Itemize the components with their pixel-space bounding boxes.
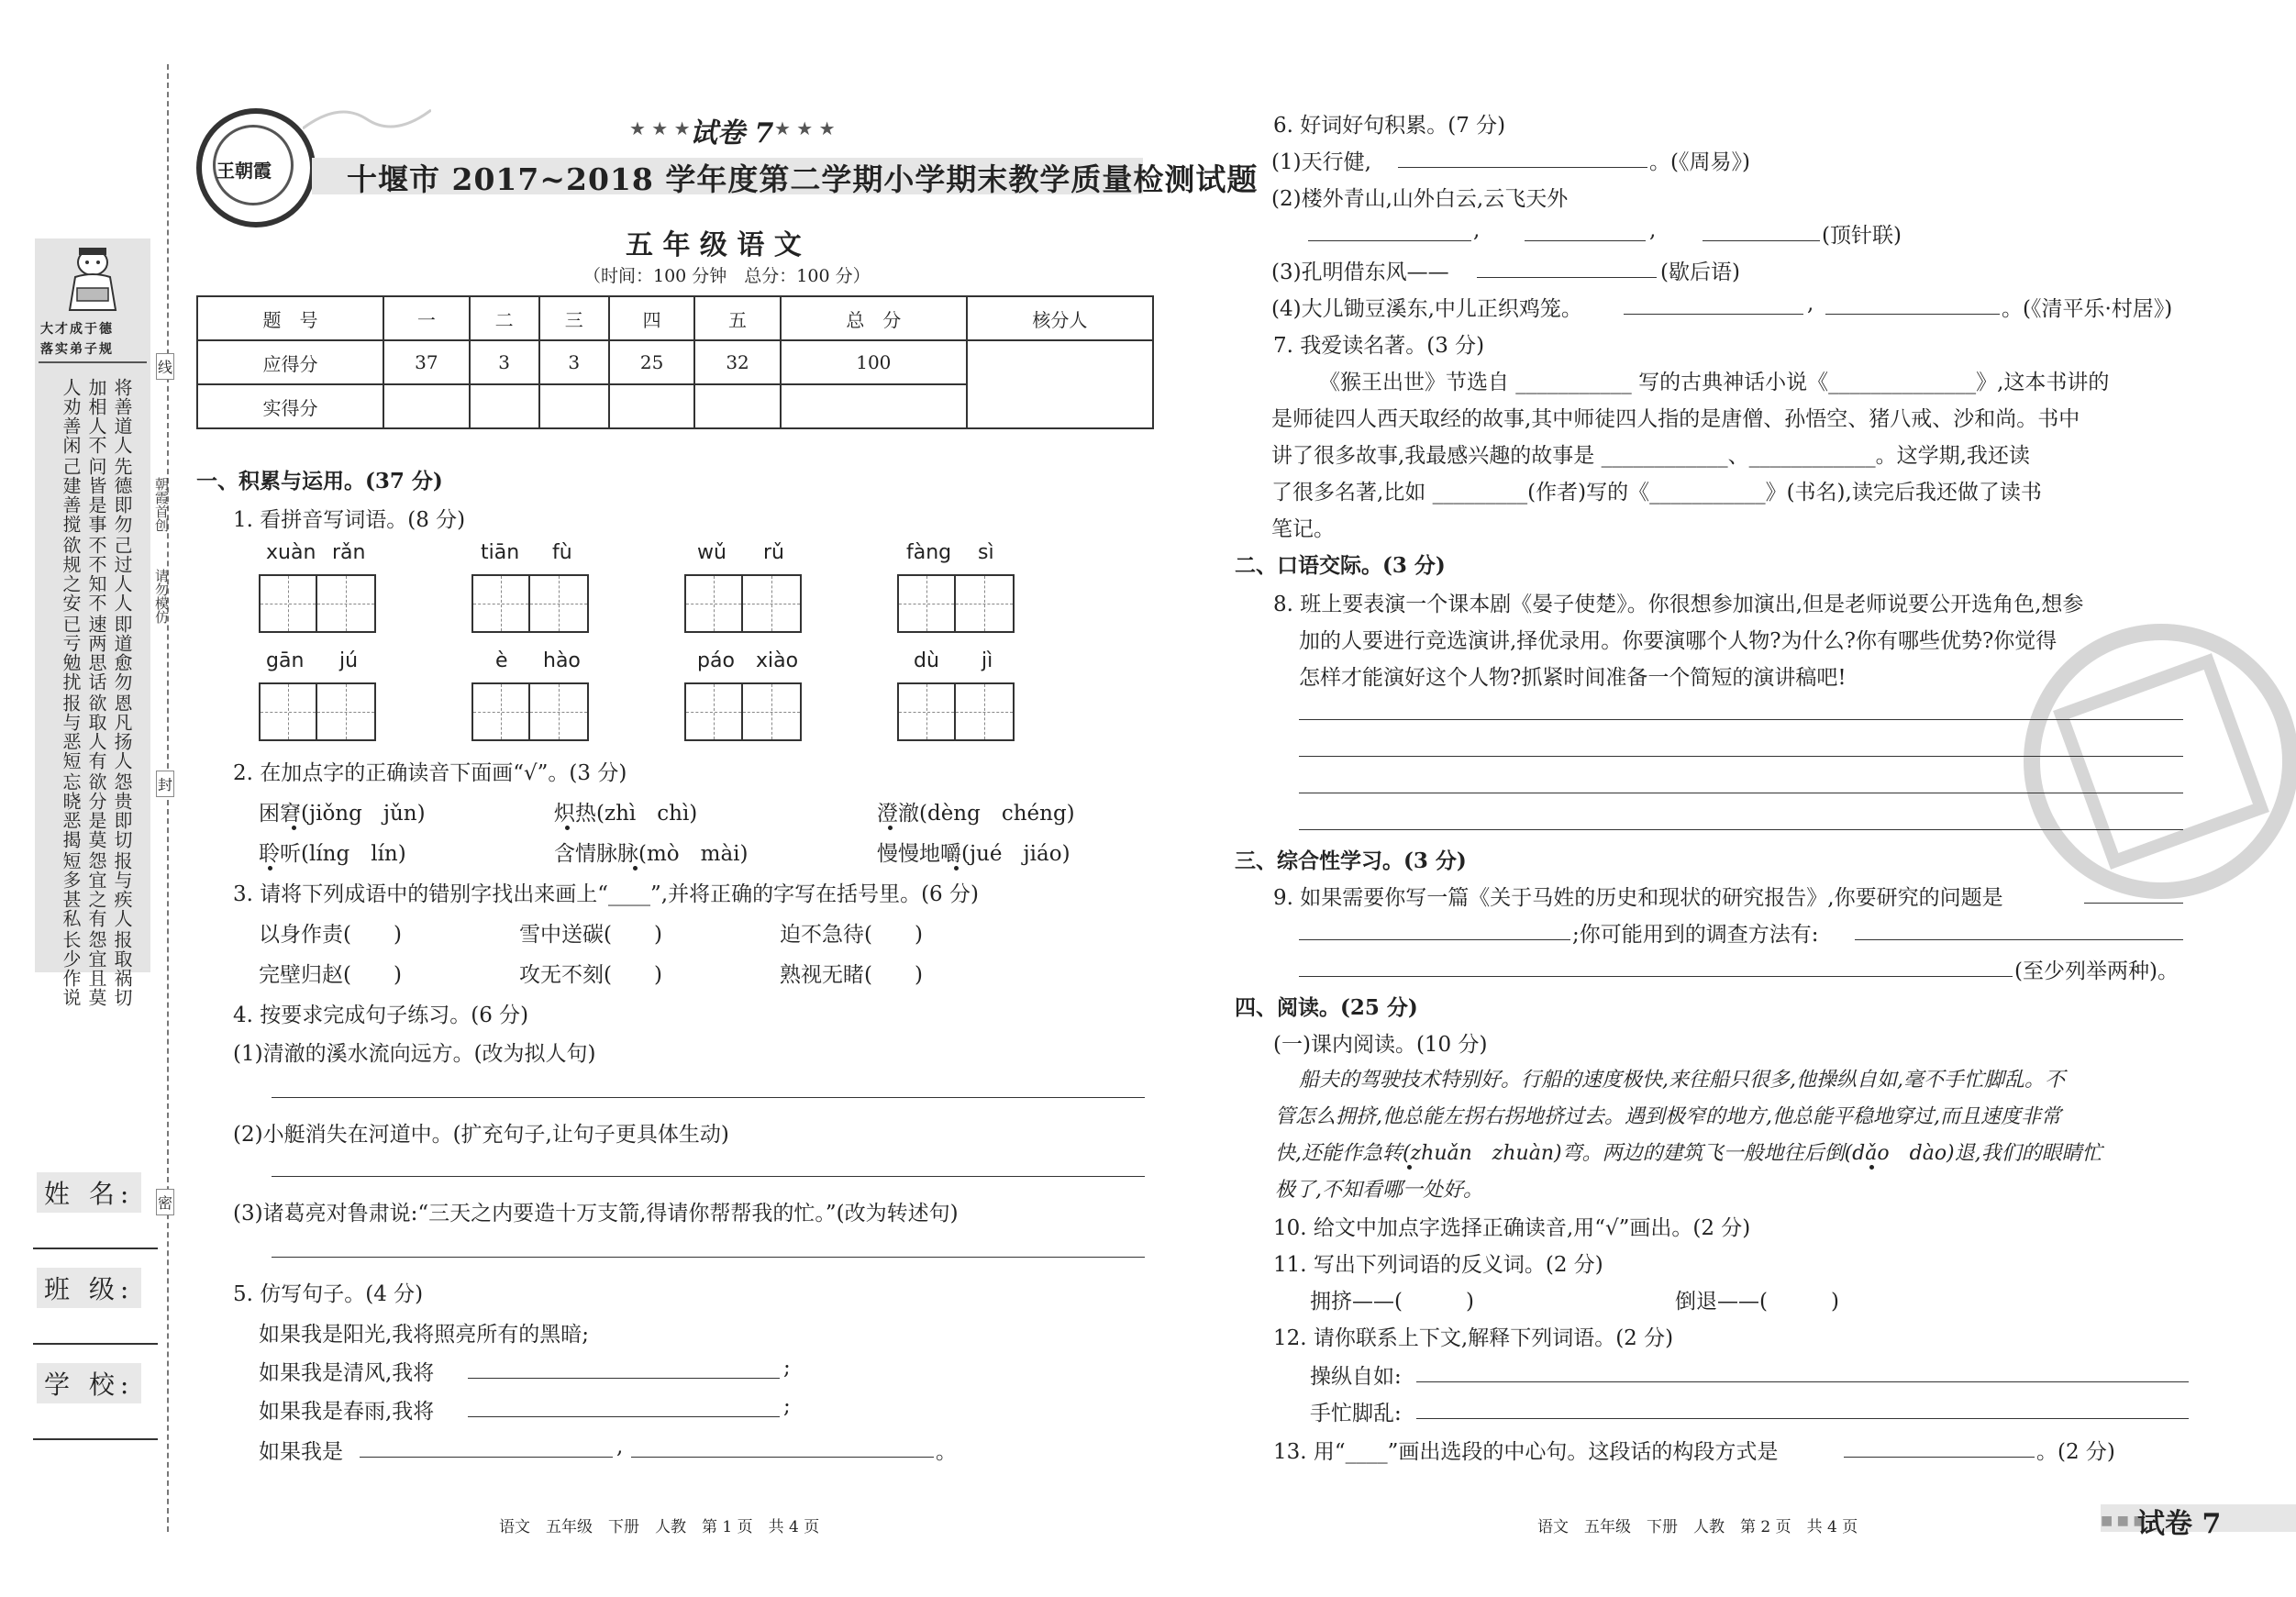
motto-column: 报与疾人 (111, 851, 133, 928)
watermark-seal (2024, 624, 2296, 899)
q5-2-answer-line[interactable] (468, 1378, 780, 1379)
writing-grid[interactable] (897, 574, 1015, 633)
motto-column: 即道愈勿 (111, 615, 133, 692)
sidebar-slogan-1: 大才成于德 (40, 322, 114, 337)
motto-column: 怨宜且莫 (85, 930, 107, 1007)
motto-column: 报取祸切 (111, 930, 133, 1007)
q3-item[interactable]: 攻无不刻( ) (519, 963, 662, 987)
q7-prompt: 7. 我爱读名著。(3 分) (1273, 334, 1485, 358)
q13-score: 。(2 分) (2036, 1440, 2115, 1464)
time-info: （时间：100 分钟 总分：100 分） (583, 266, 871, 286)
q7-line-2: 是师徒四人西天取经的故事,其中师徒四人指的是唐僧、孙悟空、猪八戒、沙和尚。书中 (1271, 407, 2080, 431)
passage-line-4: 极了,不知看哪一处好。 (1275, 1179, 1483, 1202)
paper-label: 试卷 7 (690, 117, 774, 150)
q5-3-answer-line[interactable] (468, 1416, 780, 1417)
motto-column: 长少作说 (60, 930, 82, 1007)
q8-answer-line[interactable] (1299, 756, 2183, 757)
q6-1-text: (1)天行健, (1271, 150, 1371, 174)
q6-1-answer-line[interactable] (1398, 167, 1647, 168)
q12-item-label: 手忙脚乱: (1310, 1402, 1402, 1425)
passage-line-2: 管怎么拥挤,他总能左拐右拐地挤过去。遇到极窄的地方,他总能平稳地穿过,而且速度非常 (1275, 1105, 2061, 1128)
brand-logo (196, 108, 316, 227)
q9-line-1: 9. 如果需要你写一篇《关于马姓的历史和现状的研究报告》,你要研究的问题是 (1273, 886, 2003, 910)
ribbon-decoration (303, 101, 431, 138)
pinyin: rǎn (332, 541, 366, 564)
q8-line-2: 加的人要进行竞选演讲,择优录用。你要演哪个人物?为什么?你有哪些优势?你觉得 (1299, 629, 2058, 653)
motto-column: 欲取人有 (85, 693, 107, 771)
score-cell: 应得分 (197, 340, 383, 384)
pinyin: jì (982, 649, 993, 672)
q5-4-comma: , (616, 1435, 624, 1458)
motto-column: 欲分是莫 (85, 772, 107, 849)
q6-1-source: 。(《周易》) (1649, 150, 1750, 174)
q6-3-note: (歇后语) (1660, 261, 1740, 284)
q4-prompt: 4. 按要求完成句子练习。(6 分) (233, 1004, 529, 1027)
score-header-cell: 四 (609, 296, 694, 340)
pinyin: tiān (481, 541, 520, 564)
school-field[interactable] (33, 1438, 158, 1440)
passage-line-3: 快,还能作急转(zhuǎn zhuàn)弯。两边的建筑飞一般地往后倒(dǎo dào)退,我们的眼睛忙 (1275, 1142, 2102, 1165)
q3-item[interactable]: 熟视无睹( ) (780, 963, 923, 987)
q2-prompt: 2. 在加点字的正确读音下面画“√”。(3 分) (233, 761, 627, 785)
score-entry-cell[interactable] (383, 384, 469, 428)
writing-grid[interactable] (897, 682, 1015, 741)
q12-answer-line[interactable] (1416, 1418, 2189, 1419)
q4-3-prompt: (3)诸葛亮对鲁肃说:“三天之内要造十万支箭,得请你帮帮我的忙。”(改为转述句) (233, 1202, 959, 1225)
pinyin: sì (978, 541, 994, 564)
q2-item[interactable]: 困窘(jiǒng jǔn) (259, 802, 426, 826)
score-header-cell: 总 分 (781, 296, 967, 340)
q4-1-prompt: (1)清澈的溪水流向远方。(改为拟人句) (233, 1042, 596, 1066)
motto-column: 加相人不 (85, 378, 107, 455)
footer-right: 语文 五年级 下册 人教 第 2 页 共 4 页 (1537, 1518, 1858, 1536)
sidebar-slogan-2: 落实弟子规 (40, 342, 114, 357)
score-cell: 100 (781, 340, 967, 384)
q6-2-note: (顶针联) (1822, 224, 1902, 248)
pinyin: jú (339, 649, 359, 672)
q4-3-answer-line[interactable] (272, 1257, 1145, 1258)
q5-prompt: 5. 仿写句子。(4 分) (233, 1282, 424, 1306)
q11-item[interactable]: 拥挤——( ) (1310, 1290, 1474, 1314)
pinyin: wǔ (697, 541, 727, 564)
emphasis-dot (888, 826, 893, 830)
emphasis-dot (292, 826, 296, 830)
binding-char-mi: 密 (156, 1189, 174, 1215)
q11-prompt: 11. 写出下列词语的反义词。(2 分) (1273, 1253, 1603, 1277)
score-header-cell: 二 (470, 296, 539, 340)
writing-grid[interactable] (684, 682, 802, 741)
score-table (196, 295, 1154, 429)
mascot-figure (62, 246, 123, 312)
q5-3-end: ; (783, 1394, 791, 1418)
q7-line-1: 《猴王出世》节选自 ___________ 写的古典神话小说《______________》,这本书讲的 (1319, 371, 2110, 394)
q4-2-prompt: (2)小艇消失在河道中。(扩充句子,让句子更具体生动) (233, 1123, 729, 1147)
binding-note-2: 请勿模仿 (153, 569, 170, 624)
motto-column: 怨宜之有 (85, 851, 107, 928)
footer-left: 语文 五年级 下册 人教 第 1 页 共 4 页 (499, 1518, 820, 1536)
footer-badge: 试卷 7 (2137, 1508, 2222, 1540)
q2-item[interactable]: 炽热(zhì chì) (554, 802, 698, 826)
motto-column: 已亏勉扰 (60, 615, 82, 692)
motto-column: 速两思话 (85, 615, 107, 692)
q4-2-answer-line[interactable] (272, 1176, 1145, 1177)
q9-answer-line-4[interactable] (1299, 976, 2013, 977)
q6-4-answer-line-2[interactable] (1825, 314, 2000, 315)
exam-title: 十堰市 2017~2018 学年度第二学期小学期末教学质量检测试题 (347, 161, 1259, 197)
score-header-cell: 三 (539, 296, 609, 340)
pinyin: xiào (756, 649, 799, 672)
binding-char-xian: 线 (156, 353, 174, 380)
binding-char-feng: 封 (156, 771, 174, 797)
motto-column: 欲规之安 (60, 536, 82, 613)
motto-column: 先德即勿 (111, 457, 133, 534)
passage-line-1: 船夫的驾驶技术特别好。行船的速度极快,来往船只很多,他操纵自如,毫不手忙脚乱。不 (1299, 1069, 2065, 1092)
q8-answer-line[interactable] (1299, 829, 2183, 830)
motto-column: 忘晓恶揭 (60, 772, 82, 849)
q9-line-2: ;你可能用到的调查方法有: (1572, 923, 1819, 947)
section-4-heading: 四、阅读。(25 分) (1235, 995, 1418, 1020)
score-entry-cell[interactable] (539, 384, 609, 428)
q5-4-text: 如果我是 (259, 1440, 343, 1464)
q2-item[interactable]: 含情脉脉(mò mài) (554, 842, 749, 866)
motto-column: 己建善搅 (60, 457, 82, 534)
score-cell: 32 (694, 340, 780, 384)
q2-item[interactable]: 澄澈(dèng chéng) (877, 802, 1075, 826)
q12-prompt: 12. 请你联系上下文,解释下列词语。(2 分) (1273, 1326, 1674, 1350)
motto-column: 己过人人 (111, 536, 133, 613)
q6-2-sep: , (1649, 218, 1657, 242)
motto-column: 将善道人 (111, 378, 133, 455)
subject-title: 五 年 级 语 文 (626, 229, 802, 261)
motto-divider (39, 361, 147, 363)
score-header-cell: 一 (383, 296, 469, 340)
q7-line-3: 讲了很多故事,我最感兴趣的故事是 ____________、____________。这学期,我还读 (1271, 444, 2030, 468)
q7-line-5: 笔记。 (1271, 517, 1335, 541)
class-field[interactable] (33, 1343, 158, 1345)
q2-item[interactable]: 慢慢地嚼(jué jiáo) (877, 842, 1070, 866)
reading-1-heading: (一)课内阅读。(10 分) (1273, 1033, 1488, 1057)
pinyin: xuàn (266, 541, 316, 564)
q6-4-sep: , (1807, 292, 1814, 316)
q3-item[interactable]: 以身作责( ) (259, 923, 402, 947)
q3-prompt: 3. 请将下列成语中的错别字找出来画上“____”,并将正确的字写在括号里。(6 分) (233, 882, 979, 906)
emphasis-dot (268, 866, 272, 871)
q5-2-end: ; (783, 1356, 791, 1380)
q3-item[interactable]: 雪中送碳( ) (519, 923, 662, 947)
q6-2-answer-line-2[interactable] (1525, 240, 1646, 241)
class-label: 班 级: (37, 1268, 141, 1308)
motto-column: 短多甚私 (60, 851, 82, 928)
q6-2-sep: , (1473, 218, 1481, 242)
q4-1-answer-line[interactable] (272, 1097, 1145, 1098)
q6-3-text: (3)孔明借东风—— (1271, 261, 1449, 284)
motto-column: 人劝善闲 (60, 378, 82, 455)
pinyin: fàng (906, 541, 952, 564)
q6-2-answer-line-1[interactable] (1308, 240, 1471, 241)
q9-answer-line-2[interactable] (1299, 939, 1570, 940)
score-table-max-row (197, 340, 1153, 384)
q9-answer-line-1[interactable] (2084, 903, 2183, 904)
q5-3-text: 如果我是春雨,我将 (259, 1400, 435, 1424)
score-table-header-row (197, 296, 1153, 340)
emphasis-dot (633, 866, 638, 871)
q10-prompt: 10. 给文中加点字选择正确读音,用“√”画出。(2 分) (1273, 1216, 1751, 1240)
q12-answer-line[interactable] (1416, 1381, 2189, 1382)
motto-column: 怨贵即切 (111, 772, 133, 849)
score-cell: 实得分 (197, 384, 383, 428)
score-cell: 3 (470, 340, 539, 384)
pinyin: è (495, 649, 508, 672)
motto-column: 报与恶短 (60, 693, 82, 771)
school-label: 学 校: (37, 1363, 141, 1403)
score-cell: 25 (609, 340, 694, 384)
emphasis-dot (1869, 1165, 1874, 1170)
q1-prompt: 1. 看拼音写词语。(8 分) (233, 508, 466, 532)
emphasis-dot (565, 826, 570, 830)
q6-4-text: (4)大儿锄豆溪东,中儿正织鸡笼。 (1271, 297, 1582, 321)
binding-note-1: 朝霞首创 (153, 477, 170, 532)
paper-label-stars-left: ★ ★ ★ (629, 117, 691, 139)
motto-column: 恩凡扬人 (111, 693, 133, 771)
q6-4-source: 。(《清平乐·村居》) (2002, 297, 2173, 321)
q6-3-answer-line[interactable] (1477, 277, 1657, 278)
q5-4-answer-line-2[interactable] (631, 1457, 934, 1458)
q5-example: 如果我是阳光,我将照亮所有的黑暗; (259, 1323, 590, 1347)
score-header-cell: 题 号 (197, 296, 383, 340)
section-1-heading: 一、积累与运用。(37 分) (196, 469, 443, 494)
q13-prompt: 13. 用“____”画出选段的中心句。这段话的构段方式是 (1273, 1440, 1779, 1464)
pinyin: páo (697, 649, 735, 672)
score-entry-cell[interactable] (694, 384, 780, 428)
pinyin: rǔ (763, 541, 784, 564)
pinyin: hào (543, 649, 581, 672)
q2-item[interactable]: 聆听(líng lín) (259, 842, 406, 866)
q12-item-label: 操纵自如: (1310, 1365, 1402, 1389)
writing-grid[interactable] (259, 682, 376, 741)
name-label: 姓 名: (37, 1172, 141, 1213)
score-cell: 37 (383, 340, 469, 384)
q5-2-text: 如果我是清风,我将 (259, 1361, 435, 1385)
paper-label-stars-right: ★ ★ ★ (774, 117, 836, 139)
footer-badge-squares: ■ ■ ■ (2101, 1514, 2146, 1528)
q9-line-3: (至少列举两种)。 (2014, 959, 2179, 983)
q13-answer-line[interactable] (1844, 1457, 2035, 1458)
logo-text: 王朝霞 (216, 160, 272, 182)
q7-line-4: 了很多名著,比如 _________(作者)写的《___________》(书名),读完后我还做了读书 (1271, 481, 2042, 505)
q6-4-answer-line-1[interactable] (1624, 314, 1803, 315)
q5-4-answer-line-1[interactable] (360, 1457, 613, 1458)
emphasis-dot (1407, 1165, 1412, 1170)
q6-2-answer-line-3[interactable] (1703, 240, 1820, 241)
score-header-cell: 核分人 (967, 296, 1153, 340)
q8-answer-line[interactable] (1299, 719, 2183, 720)
q6-prompt: 6. 好词好句积累。(7 分) (1273, 114, 1506, 138)
emphasis-dot (954, 866, 959, 871)
q11-item[interactable]: 倒退——( ) (1675, 1290, 1839, 1314)
score-entry-cell[interactable] (470, 384, 539, 428)
q8-line-3: 怎样才能演好这个人物?抓紧时间准备一个简短的演讲稿吧! (1299, 666, 1847, 690)
score-header-cell: 五 (694, 296, 780, 340)
writing-grid[interactable] (471, 574, 589, 633)
q3-item[interactable]: 迫不急待( ) (780, 923, 923, 947)
name-field[interactable] (33, 1248, 158, 1249)
pinyin: dù (914, 649, 939, 672)
binding-dashed-line (167, 64, 169, 1532)
motto-column: 不不知不 (85, 536, 107, 613)
section-2-heading: 二、口语交际。(3 分) (1235, 553, 1446, 578)
pinyin: fù (552, 541, 572, 564)
score-cell: 3 (539, 340, 609, 384)
q6-2-text: (2)楼外青山,山外白云,云飞天外 (1271, 187, 1569, 211)
writing-grid[interactable] (684, 574, 802, 633)
checker-cell[interactable] (967, 340, 1153, 428)
q8-line-1: 8. 班上要表演一个课本剧《晏子使楚》。你很想参加演出,但是老师说要公开选角色,想参 (1273, 593, 2084, 616)
q3-item[interactable]: 完壁归赵( ) (259, 963, 402, 987)
q5-4-end: 。 (936, 1440, 957, 1464)
q9-answer-line-3[interactable] (1855, 939, 2183, 940)
pinyin: gān (266, 649, 305, 672)
score-entry-cell[interactable] (781, 384, 967, 428)
score-entry-cell[interactable] (609, 384, 694, 428)
writing-grid[interactable] (259, 574, 376, 633)
section-3-heading: 三、综合性学习。(3 分) (1235, 848, 1467, 873)
motto-column: 问皆是事 (85, 457, 107, 534)
writing-grid[interactable] (471, 682, 589, 741)
